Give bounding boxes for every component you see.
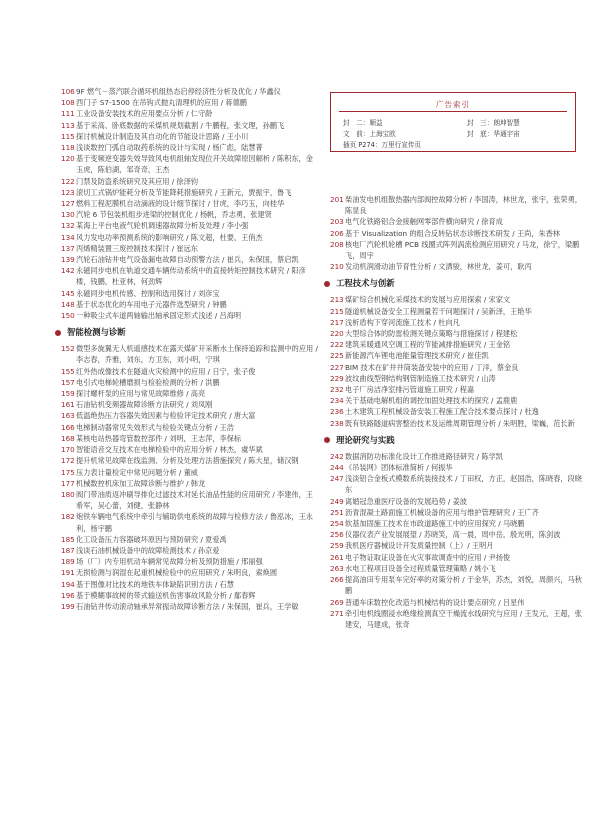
- page-number: 172: [61, 456, 75, 466]
- ad-row-left: 文 前：上海宝欧: [343, 130, 396, 138]
- page-number: 122: [61, 176, 75, 186]
- page-number: 194: [61, 579, 75, 589]
- section-title: 理论研究与实践: [336, 434, 395, 445]
- toc-entry[interactable]: [61, 243, 319, 254]
- page-number: 234: [330, 396, 344, 406]
- page-number: 120: [61, 154, 75, 164]
- toc-entry[interactable]: [330, 552, 582, 563]
- toc-entry[interactable]: [61, 467, 319, 478]
- article-title: 电子厂房洁净室排污管道施工研究 / 程嘉: [345, 385, 475, 395]
- article-title: 基于图像对比技术的地铁车体缺陷识别方法 / 石慧: [76, 579, 234, 589]
- toc-entry[interactable]: [330, 496, 582, 507]
- toc-entry[interactable]: [61, 534, 319, 545]
- article-title: 风力发电功率预测系统的影响研究 / 陈文超，杜要，王俏杰: [76, 232, 263, 242]
- page-number: 244: [330, 463, 344, 473]
- article-title: 波纹曲线型钢结构钢管制造施工技术研究 / 山涛: [345, 373, 496, 383]
- page-number: 199: [61, 601, 75, 611]
- page-number: 259: [330, 541, 344, 551]
- page-number: 113: [61, 120, 75, 130]
- toc-entry[interactable]: [61, 388, 319, 399]
- article-title: 工业设备安装技术的应用要点分析 / 仁守龄: [76, 109, 213, 119]
- page-number: 155: [61, 366, 75, 376]
- toc-entry[interactable]: [61, 343, 319, 365]
- page-number: 185: [61, 534, 75, 544]
- page-number: 134: [61, 232, 75, 242]
- page-number: 142: [61, 266, 75, 276]
- article-title: 离婚冠急重医疗设备的发展趋势 / 姜波: [345, 496, 467, 506]
- ad-index-box: [330, 92, 576, 152]
- article-title: 无损检测与润湿在起重机械检验中的应用研究 / 朱明良，索焕圆: [76, 568, 278, 578]
- toc-entry[interactable]: [330, 418, 582, 429]
- page-number: 191: [61, 568, 75, 578]
- bullet-dot-icon: [324, 437, 330, 443]
- page-number: 168: [61, 433, 75, 443]
- page-number: 222: [330, 340, 344, 350]
- article-title: 压力表计量检定中常见问题分析 / 董威: [76, 467, 198, 477]
- article-title: 水电工程项目设备全过程质量管理策略 / 姚小飞: [345, 563, 496, 573]
- toc-entry[interactable]: [61, 108, 319, 119]
- toc-entry[interactable]: [61, 545, 319, 556]
- toc-entry[interactable]: [330, 328, 582, 339]
- bullet-dot-icon: [55, 330, 61, 336]
- page-number: 220: [330, 329, 344, 339]
- article-title: 电气化铁路铝合金接触网零部件横向研究 / 徐育成: [345, 217, 503, 227]
- page-number: 227: [330, 362, 344, 372]
- article-title: 柴油发电机组散热器内部阀控故障分析 / 李国涛，林世龙，张宇，张荣勇，陈显良: [345, 195, 582, 216]
- toc-entry[interactable]: [330, 608, 582, 630]
- ad-row-left: 插页 P274：万里行宣传页: [343, 141, 422, 149]
- toc-entry[interactable]: [61, 433, 319, 444]
- toc-entry[interactable]: [61, 142, 319, 153]
- toc-entry[interactable]: [61, 220, 319, 231]
- ad-index-title: 广告索引: [435, 100, 471, 109]
- article-title: 永磁同步电机传感、控制和选用探讨 / 刘彦宝: [76, 288, 220, 298]
- article-title: 电子物证取证设备在火灾事故调查中的应用 / 尹扬俊: [345, 552, 511, 562]
- article-title: 滚切工式锅炉能耗分析及节能降耗措施研究 / 王新元，贾振宇，鲁飞: [76, 187, 292, 197]
- page-number: 206: [330, 228, 344, 238]
- article-title: 红外热成像技术在隧道火灾检测中的应用 / 日宁，张子俊: [76, 366, 256, 376]
- page-number: 263: [330, 563, 344, 573]
- toc-entry[interactable]: [61, 131, 319, 142]
- article-title: 大型综合体的防雷检测关键点策略与措施探讨 / 程建松: [345, 329, 518, 339]
- toc-entry[interactable]: [330, 473, 582, 495]
- article-title: 汽轮 6 节包装机组步进梁的控制优化 / 杨帆，乔志勇，张建贤: [76, 210, 272, 220]
- section-title: 智能检测与诊断: [67, 327, 126, 338]
- page-number: 242: [330, 451, 344, 461]
- article-title: 浅淡铝合金板式模数系统装接技术 / 丁田权，方正，赵国浩，陈晓春，段晓东: [345, 474, 582, 495]
- page-number: 213: [330, 295, 344, 305]
- page-number: 111: [61, 109, 75, 119]
- article-title: 土木建筑工程机械设备安装工程施工配合技术要点探讨 / 杜逸: [345, 407, 539, 417]
- toc-entry[interactable]: [61, 254, 319, 265]
- toc-entry[interactable]: [330, 597, 582, 608]
- toc-entry[interactable]: [330, 239, 582, 261]
- toc-entry[interactable]: [61, 455, 319, 466]
- article-title: 提升机常见故障在线监测、分析及处理方法措施探究 / 陈大星，储汉钢: [76, 456, 299, 466]
- page-number: 196: [61, 590, 75, 600]
- article-title: 关于基础电解机组的调控加固处理技术的探究 / 孟鹿鹿: [345, 396, 518, 406]
- article-title: 既有铁路隧道病害整治技术及运维周期管理分析 / 朱明胜，梁巍，范长新: [345, 418, 575, 428]
- page-number: 148: [61, 299, 75, 309]
- toc-left-column: [61, 86, 319, 612]
- toc-entry[interactable]: [330, 395, 582, 406]
- toc-entry[interactable]: [61, 422, 319, 433]
- article-title: 普通车床数控化改造与机械结构的设计要点研究 / 吕星伟: [345, 597, 525, 607]
- article-title: 建筑采暖通风空调工程的节能减排措施研究 / 王金铭: [345, 340, 511, 350]
- page-number: 208: [330, 239, 344, 249]
- toc-right-column: [330, 194, 582, 630]
- toc-entry[interactable]: [61, 410, 319, 421]
- page-number: 251: [330, 507, 344, 517]
- toc-entry[interactable]: [61, 120, 319, 131]
- article-title: 仪器仪表产业发展展望 / 苏晓笑，高一晨，周中岳，殷光明，陈剑波: [345, 530, 561, 540]
- toc-entry[interactable]: [330, 373, 582, 384]
- page-number: 203: [330, 217, 344, 227]
- article-title: 低温绝热压力容器失效因素与检验评定技术研究 / 唐大富: [76, 411, 256, 421]
- article-title: 汽轮石油钻井电气设备漏电故障自动预警方法 / 崔兵，朱保国，蔡启凯: [76, 255, 299, 265]
- article-title: 丙烯精装置三废控制技术探讨 / 崔远东: [76, 243, 198, 253]
- page-number: 161: [61, 400, 75, 410]
- article-title: 电引式电梯轮槽磨损与检验检测的分析 / 洪鹏: [76, 377, 220, 387]
- toc-entry[interactable]: [330, 574, 582, 596]
- page-number: 139: [61, 255, 75, 265]
- toc-entry[interactable]: [330, 451, 582, 462]
- article-title: 我机医疗器械设计开发质量控制（上）/ 王明月: [345, 541, 494, 551]
- article-title: 核电厂汽轮机轮槽 PCB 线圈式阵列涡流检测应用研究 / 马龙，徐宁，梁鹏飞，周宇: [345, 239, 580, 261]
- article-title: 基于状态优化的车用电子元器件选型研究 / 钟鹏: [76, 299, 227, 309]
- toc-entry[interactable]: [61, 232, 319, 243]
- page-number: 127: [61, 199, 75, 209]
- article-title: 隧道机械设备安全工程测量若干问题探讨 / 吴新泽，王艳华: [345, 306, 532, 316]
- page-number: 123: [61, 187, 75, 197]
- page-number: 145: [61, 288, 75, 298]
- toc-entry[interactable]: [330, 317, 582, 328]
- toc-entry[interactable]: [61, 299, 319, 310]
- article-title: 石油钻机变频器故障诊断方法研究 / 刘凤刚: [76, 400, 213, 410]
- toc-entry[interactable]: [61, 377, 319, 388]
- page-number: 175: [61, 467, 75, 477]
- page-number: 256: [330, 530, 344, 540]
- toc-entry[interactable]: [330, 563, 582, 574]
- toc-entry[interactable]: [61, 444, 319, 455]
- toc-entry[interactable]: [61, 399, 319, 410]
- toc-entry[interactable]: [330, 261, 582, 272]
- page-number: 201: [330, 195, 344, 204]
- toc-entry[interactable]: [330, 540, 582, 551]
- toc-entry[interactable]: [61, 176, 319, 187]
- article-title: 西门子 S7-1500 在吊钩式抛丸清理机的应用 / 蒋德鹏: [76, 98, 247, 108]
- page-number: 254: [330, 519, 344, 529]
- page-number: 232: [330, 385, 344, 395]
- toc-entry[interactable]: [61, 567, 319, 578]
- page-number: 210: [330, 262, 344, 272]
- toc-entry[interactable]: [61, 198, 319, 209]
- article-title: 沥青混凝土路面施工机械设备的应用与维护管理研究 / 王广齐: [345, 507, 539, 517]
- page-number: 150: [61, 311, 75, 321]
- toc-entry[interactable]: [61, 590, 319, 601]
- article-title: 基于模糊事故树的带式输送机伤害事故风险分析 / 鄢春辉: [76, 590, 256, 600]
- page-number: 187: [61, 545, 75, 555]
- article-title: 基于 Visualization 的组合反转钻状态诊断技术研发 / 王尚，朱香林: [345, 228, 561, 238]
- page-number: 261: [330, 552, 344, 562]
- page-number: 247: [330, 474, 344, 484]
- article-title: 阀门带油质返冲刷导排化过滤技术对延长油品性能的应用研究 / 李建伟，王希军，吴心蕾，刘健，张静林: [76, 489, 313, 511]
- page-number: 215: [330, 306, 344, 316]
- page-number: 115: [61, 131, 75, 141]
- article-title: 化工设备压力容器破坏原因与预防研究 / 夏爱禹: [76, 534, 227, 544]
- article-title: 新能源汽车锂电池能量管理技术研究 / 崔佳凯: [345, 351, 489, 361]
- page-number: 170: [61, 445, 75, 455]
- toc-entry[interactable]: [61, 265, 319, 287]
- page-number: 249: [330, 496, 344, 506]
- article-title: 一种吸尘式车道两轴输出轴承固定形式浅述 / 吕海明: [76, 311, 242, 321]
- ad-index-divider: [339, 111, 567, 112]
- section-heading: [324, 434, 582, 447]
- article-title: 基于采高、卧底数据的采煤机规划截割 / 牛鹏程，张文理，孙鹏飞: [76, 120, 285, 130]
- article-title: 软基加固施工技术在市政道路施工中的应用探究 / 马晓鹏: [345, 519, 525, 529]
- page-number: 266: [330, 575, 344, 585]
- article-title: 机械数控机床加工故障诊断与维护 / 韩龙: [76, 478, 206, 488]
- article-title: 门禁及防盗系统研究及其应用 / 徐泽钧: [76, 176, 198, 186]
- toc-entry[interactable]: [330, 406, 582, 417]
- article-title: 微型多旋翼无人机遥感技术在露天煤矿开采断水土保持追踪和监测中的应用 / 李志春，乔雅，刘东，方卫东，刘小明，宁琪: [76, 344, 318, 365]
- article-title: BIM 技术在矿井井筒装备安装中的应用 / 丁洋，蔡金良: [345, 362, 519, 372]
- page-number: 132: [61, 221, 75, 231]
- toc-entry[interactable]: [330, 216, 582, 227]
- page-number: 137: [61, 243, 75, 253]
- page-number: 130: [61, 210, 75, 220]
- page-number: 177: [61, 478, 75, 488]
- toc-entry[interactable]: [61, 601, 319, 612]
- toc-entry[interactable]: [61, 489, 319, 511]
- article-title: 数据消防功标准化设计工作推进路径研究 / 陈学凯: [345, 451, 503, 461]
- toc-entry[interactable]: [61, 86, 319, 97]
- toc-entry[interactable]: [330, 507, 582, 518]
- article-title: 电梯制动器常见失效形式与检验关键点分析 / 王浩: [76, 422, 234, 432]
- page-number: 182: [61, 512, 75, 522]
- article-title: 炮铁车辆电气系统中牵引与辅助供电系统的故障与检修方法 / 鲁泓冰，王永利，杨宇鹏: [76, 512, 313, 533]
- ad-row-right: 封 底：华通宇宙: [467, 130, 520, 138]
- article-title: 探讨螺杆泵的应用与常见故障维修 / 高亮: [76, 389, 206, 399]
- article-title: 浅谈数控门弧自动取药系统的设计与实现 / 杨广彪，陆慧菁: [76, 143, 263, 153]
- toc-entry[interactable]: [61, 556, 319, 567]
- page-number: 189: [61, 557, 75, 567]
- page-number: 118: [61, 143, 75, 153]
- toc-entry[interactable]: [330, 194, 582, 216]
- ad-row-right: 封 三：朗坤智慧: [467, 119, 520, 127]
- toc-entry[interactable]: [330, 518, 582, 529]
- toc-entry[interactable]: [330, 362, 582, 373]
- article-title: 场（厂）内专用机动车辆常见故障分析及预防措施 / 邢丽强: [76, 557, 263, 567]
- page-number: 152: [61, 344, 75, 354]
- toc-entry[interactable]: [61, 478, 319, 489]
- toc-entry[interactable]: [61, 187, 319, 198]
- article-title: 煤矿综合机械化采煤技术的发展与应用探索 / 宋家文: [345, 295, 511, 305]
- article-title: 《吊装网》团体标准简析 / 何振华: [345, 463, 453, 473]
- article-title: 探讨机械设计制造及其自动化的节能设计思路 / 王小川: [76, 131, 249, 141]
- bullet-dot-icon: [324, 281, 330, 287]
- toc-entry[interactable]: [61, 288, 319, 299]
- section-heading: [324, 277, 582, 290]
- article-title: 燃料工程泥膜机自动滴液的设计细节探讨 / 甘虎，李巧玉，向桂华: [76, 199, 285, 209]
- toc-entry[interactable]: [61, 366, 319, 377]
- page-number: 271: [330, 608, 344, 618]
- ad-row-left: 封 二：顺益: [343, 119, 383, 127]
- page-number: 157: [61, 377, 75, 387]
- page-number: 163: [61, 411, 75, 421]
- article-title: 永磁同步电机在轨道交通车辆传动系统中的直接转矩控制技术研究 / 阳彦楼，钱鹏，杜亚林，何劲辉: [76, 266, 306, 287]
- toc-entry[interactable]: [330, 228, 582, 239]
- toc-entry[interactable]: [61, 511, 319, 533]
- page-number: 229: [330, 373, 344, 383]
- article-title: 某核电站热器弯管数控部件 / 刘明，王志萍，李保标: [76, 433, 242, 443]
- toc-entry[interactable]: [330, 529, 582, 540]
- article-title: 智能语音交互技术在电梯检验中的应用分析 / 林杰，虞华斌: [76, 445, 263, 455]
- article-title: 提高油田专用泵车完好率的对策分析 / 于金华，苏杰，刘悦，周颜兴，马秋鹏: [345, 575, 582, 596]
- toc-entry[interactable]: [330, 294, 582, 305]
- page-number: 159: [61, 389, 75, 399]
- page-number: 238: [330, 418, 344, 428]
- toc-entry[interactable]: [330, 306, 582, 317]
- page-number: 217: [330, 317, 344, 327]
- article-title: 浅谈石油机械设备中的故障检测技术 / 孙京爱: [76, 545, 220, 555]
- page-number: 108: [61, 98, 75, 108]
- page-number: 180: [61, 489, 75, 499]
- article-title: 某海上平台电液气轮机调速器故障分析及处理 / 李小强: [76, 221, 249, 231]
- page-number: 269: [330, 597, 344, 607]
- toc-entry[interactable]: [61, 209, 319, 220]
- article-title: 基于变频逆变器失效导致风电机组轴发现位开关故障原因解析 / 陈积东，金玉虎，陈伯湖，邹奇奇，王杰: [76, 154, 313, 175]
- article-title: 牵引电机线圈浸水绝缘检测真空干燥流水线研究与应用 / 王发元，王超，张建安，马建成，张奇: [345, 608, 582, 629]
- article-title: 发动机润滑动油节育性分析 / 文洒骏，林世龙，姜可，耿丙: [345, 262, 532, 272]
- article-title: 浅析盾构下穿河流施工技术 / 杜向凡: [345, 317, 460, 327]
- section-title: 工程技术与创新: [336, 278, 395, 289]
- article-title: 9F 燃气－蒸汽联合循环机组热态启停经济性分析及优化 / 华鑫仪: [76, 87, 281, 96]
- article-title: 石油钻井传动滚动轴承异常振动故障诊断方法 / 朱保国，崔兵，王学敏: [76, 601, 299, 611]
- toc-entry[interactable]: [330, 462, 582, 473]
- page-number: 236: [330, 407, 344, 417]
- page-number: 166: [61, 422, 75, 432]
- page-number: 106: [61, 87, 75, 96]
- section-heading: [55, 326, 319, 339]
- toc-entry[interactable]: [330, 339, 582, 350]
- toc-entry[interactable]: [330, 384, 582, 395]
- page-number: 225: [330, 351, 344, 361]
- toc-entry[interactable]: [61, 579, 319, 590]
- toc-entry[interactable]: [61, 310, 319, 321]
- toc-entry[interactable]: [61, 97, 319, 108]
- toc-entry[interactable]: [330, 350, 582, 361]
- toc-entry[interactable]: [61, 153, 319, 175]
